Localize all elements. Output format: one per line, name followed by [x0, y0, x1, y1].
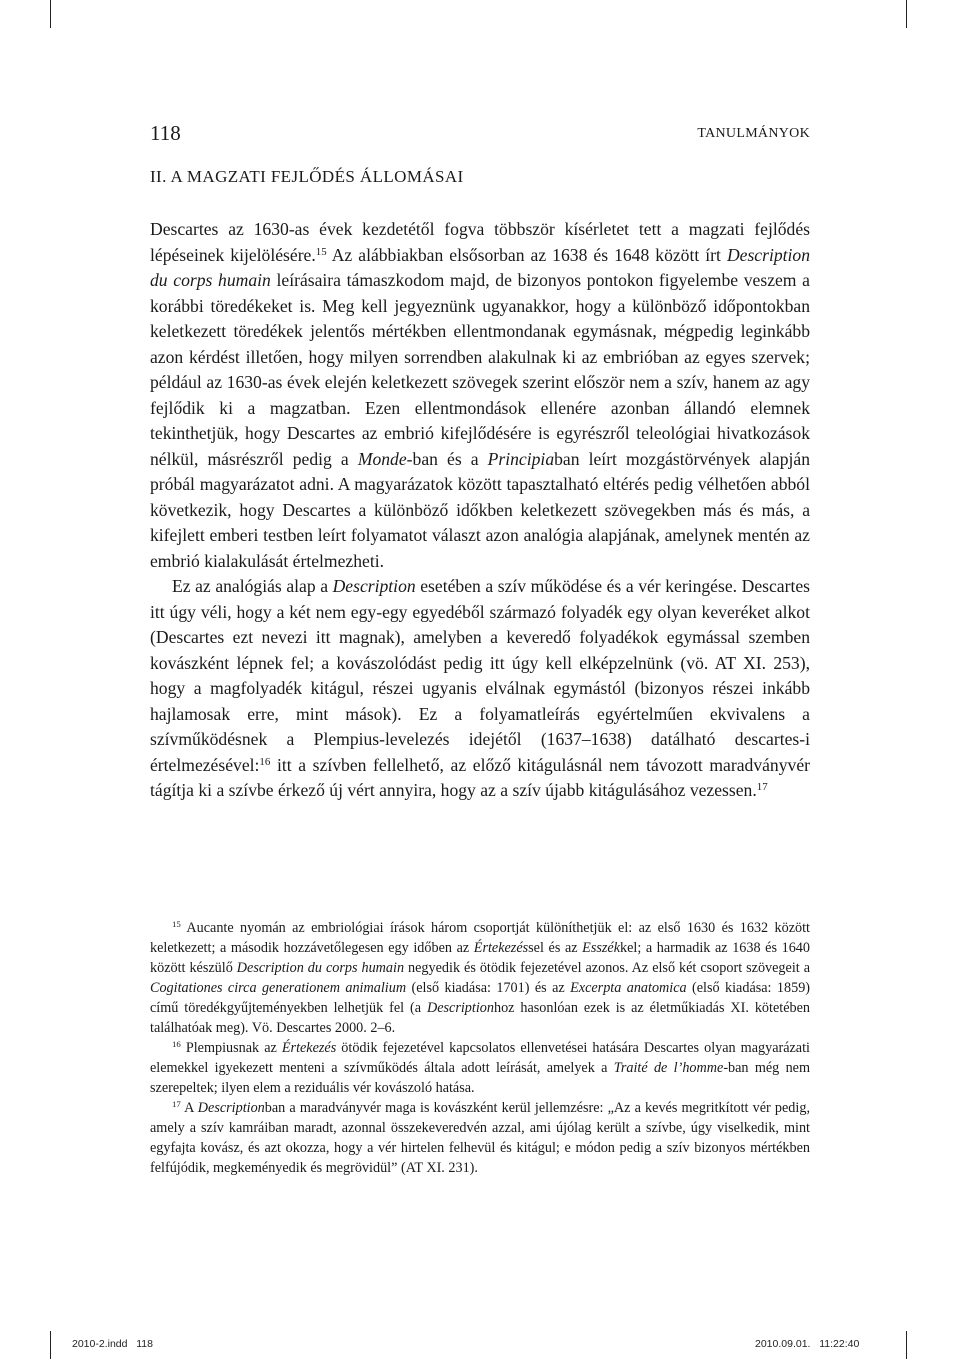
paragraph-2: Ez az analógiás alap a Description esetében a szív működése és a vér keringése. Descartes itt úgy véli, hogy a két nem egy-egy egyedéből származó folyadék egy olyan keveréket alkot (Descartes ezt nevezi itt magnak), amelyben a keveredő folyadékok egymással szemben kovászként lépnek fel; a kovászolódást pedig itt úgy kell elképzelnünk (vö. AT XI. 253), hogy a magfolyadék kitágul, részei ugyanis elválnak egymástól (bizonyos részei inkább hajlamosak erre, mint mások). Ez a folyamatleírás egyértelműen ekvivalens a szívműködésnek a Plempius-levelezés idejétől (1637–1638) datálható descartes-i értelmezésével:$^{16}$ itt a szívben fellelhető, az előző kitágulásnál nem távozott maradványvér tágítja ki a szívbe érkező új vért annyira, hogy az a szív újabb kitágulásához vezessen.$^{17}$ — [150, 576, 810, 800]
body-text — [150, 217, 810, 804]
crop-mark-top-right — [906, 0, 907, 28]
slug-file: 2010-2.indd 118 — [72, 1338, 153, 1350]
footnote-17: $^{17}$ A Descriptionban a maradványvér maga is kovászként kerül jellemzésre: „Az a kevés megritkított vér pedig, amely a szív kamráiban maradt, azonnal összekeveredvén azzal, ami újólag került a szívbe, úgy viselkedik, mint egyfajta kovász, és azt okozza, hogy a vér hirtelen felhevül és kitágul; e módon pedig a szív bizonyos mértékben felfújódik, megkeményedik és megrövidül” (AT XI. 231). — [150, 1099, 810, 1176]
footnote-ref-17: 17 — [756, 781, 768, 793]
slug-timestamp: 2010.09.01. 11:22:40 — [755, 1338, 860, 1350]
footnote-ref-15: 15 — [315, 245, 327, 258]
crop-mark-bottom-right — [906, 1331, 907, 1359]
paragraph-1: Descartes az 1630-as évek kezdetétől fogva többször kísérletet tett a magzati fejlődés lépéseinek kijelölésére.$^{15}$ Az alábbiakban elsősorban az 1638 és 1648 között írt Description du corps humain leírásaira támaszkodom majd, de bizonyos pontokon figyelembe veszem a korábbi töredékeket is. Meg kell jegyeznünk ugyanakkor, hogy a különböző időpontokban keletkezett töredékek jelentős mértékben ellentmondanak egymásnak, mégpedig leginkább azon kérdést illetően, hogy milyen sorrendben alakulnak ki az embrióban az egyes szervek; például az 1630-as évek elején keletkezett szövegek szerint először nem a szív, hanem az agy fejlődik ki a magzatban. Ezen ellentmondások ellenére azonban állandó elemnek tekinthetjük, hogy Descartes az embrió kifejlődésére is egyrészről teleológiai hivatkozások nélkül, másrészről pedig a Monde-ban és a Principiaban leírt mozgástörvények alapján próbál magyarázatot adni. A magyarázatok között tapasztalható eltérés pedig vélhetően abból következik, hogy Descartes a különböző időkben keletkezett szövegekben más és más, a kifejlett emberi testben leírt folyamatot választ azon analógia alapjának, amelynek mentén az embrió kialakulását értelmezheti. — [150, 219, 811, 571]
crop-mark-top-left — [50, 0, 51, 28]
footnote-16: $^{16}$ Plempiusnak az Értekezés ötödik fejezetével kapcsolatos ellenvetései hatására Descartes olyan magyarázati elemekkel igyekezett menteni a szívműködés általa adott leírását, amelyek a Traité de l’homme-ban még nem szerepeltek; ilyen elem a reziduális vér kovászoló hatása. — [150, 1039, 810, 1096]
crop-mark-bottom-left — [50, 1331, 51, 1359]
section-heading: II. A MAGZATI FEJLŐDÉS ÁLLOMÁSAI — [150, 167, 464, 186]
footnote-ref-16: 16 — [259, 755, 271, 768]
page-number: 118 — [150, 121, 181, 145]
running-head: TANULMÁNYOK — [697, 126, 810, 141]
footnote-15: $^{15}$ Aucante nyomán az embriológiai írások három csoportját különíthetjük el: az első 1630 és 1632 között keletkezett; a második hozzávetőlegesen egy időben az Értekezéssel és az Esszékkel; a harmadik az 1638 és 1640 között készülő Description du corps humain negyedik és ötödik fejezetével azonos. Az első két csoport szövegeit a Cogitationes circa generationem animalium (első kiadása: 1701) és az Excerpta anatomica (első kiadása: 1859) című töredékgyűjteményekben lelhetjük fel (a Descriptionhoz hasonlóan ezek is az életműkiadás XI. kötetében találhatóak meg). Vö. Descartes 2000. 2–6. — [150, 919, 811, 1036]
footnotes — [150, 918, 810, 1178]
